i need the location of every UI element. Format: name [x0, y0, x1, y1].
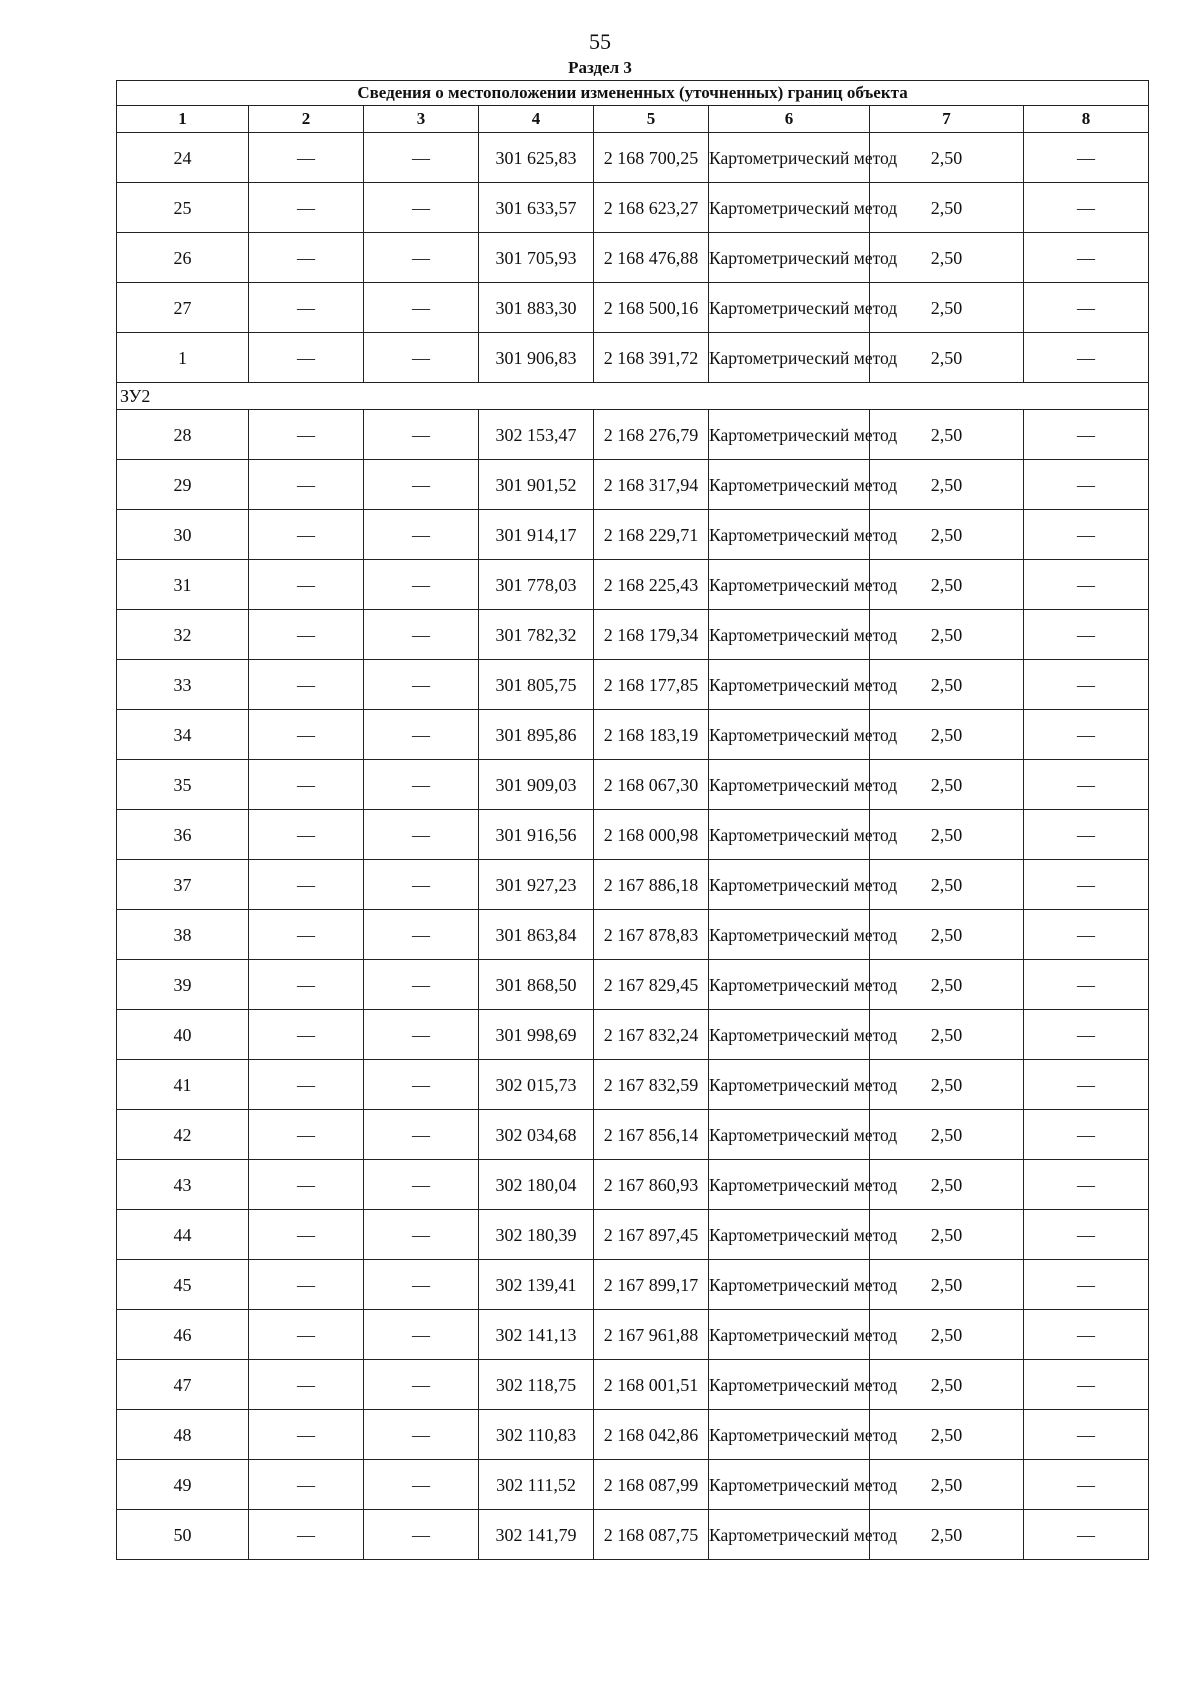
- accuracy-value: 2,50: [870, 460, 1024, 510]
- cell-col8: —: [1024, 560, 1149, 610]
- column-number-6: 6: [709, 106, 870, 133]
- cell-col8: —: [1024, 810, 1149, 860]
- cell-col3: —: [364, 1360, 479, 1410]
- cell-col3: —: [364, 910, 479, 960]
- determination-method: Картометрический метод: [709, 560, 870, 610]
- section-title: Раздел 3: [568, 58, 632, 77]
- point-number: 40: [117, 1010, 249, 1060]
- cell-col8: —: [1024, 510, 1149, 560]
- table-row: [117, 460, 1149, 510]
- accuracy-value: 2,50: [870, 1360, 1024, 1410]
- coordinate-x: 301 782,32: [479, 610, 594, 660]
- coordinate-x: 302 139,41: [479, 1260, 594, 1310]
- page-number: 55: [589, 29, 611, 54]
- coordinate-y: 2 168 391,72: [594, 333, 709, 383]
- cell-col2: —: [249, 1110, 364, 1160]
- coordinate-x: 302 015,73: [479, 1060, 594, 1110]
- coordinate-y: 2 167 961,88: [594, 1310, 709, 1360]
- coordinate-x: 301 883,30: [479, 283, 594, 333]
- coordinate-x: 302 110,83: [479, 1410, 594, 1460]
- point-number: 39: [117, 960, 249, 1010]
- coordinate-x: 301 633,57: [479, 183, 594, 233]
- cell-col2: —: [249, 1060, 364, 1110]
- accuracy-value: 2,50: [870, 610, 1024, 660]
- point-number: 44: [117, 1210, 249, 1260]
- cell-col8: —: [1024, 710, 1149, 760]
- point-number: 31: [117, 560, 249, 610]
- table-row: [117, 133, 1149, 183]
- point-number: 27: [117, 283, 249, 333]
- cell-col3: —: [364, 610, 479, 660]
- point-number: 47: [117, 1360, 249, 1410]
- cell-col2: —: [249, 1360, 364, 1410]
- determination-method: Картометрический метод: [709, 1360, 870, 1410]
- point-number: 25: [117, 183, 249, 233]
- coordinate-y: 2 168 500,16: [594, 283, 709, 333]
- column-number-row: [117, 106, 1149, 133]
- determination-method: Картометрический метод: [709, 1010, 870, 1060]
- table-caption: Сведения о местоположении измененных (уточненных) границ объекта: [117, 81, 1149, 106]
- table-row: [117, 1160, 1149, 1210]
- column-number-7: 7: [870, 106, 1024, 133]
- cell-col2: —: [249, 333, 364, 383]
- coordinate-y: 2 167 832,59: [594, 1060, 709, 1110]
- coordinate-x: 302 111,52: [479, 1460, 594, 1510]
- coordinate-x: 301 927,23: [479, 860, 594, 910]
- coordinate-y: 2 168 700,25: [594, 133, 709, 183]
- determination-method: Картометрический метод: [709, 660, 870, 710]
- point-number: 30: [117, 510, 249, 560]
- table-row: [117, 860, 1149, 910]
- cell-col8: —: [1024, 1460, 1149, 1510]
- boundary-coordinates-table: [116, 80, 1149, 1560]
- cell-col2: —: [249, 660, 364, 710]
- coordinate-x: 301 868,50: [479, 960, 594, 1010]
- coordinate-y: 2 168 623,27: [594, 183, 709, 233]
- point-number: 43: [117, 1160, 249, 1210]
- determination-method: Картометрический метод: [709, 1310, 870, 1360]
- coordinate-y: 2 167 897,45: [594, 1210, 709, 1260]
- point-number: 37: [117, 860, 249, 910]
- cell-col8: —: [1024, 133, 1149, 183]
- coordinate-y: 2 167 860,93: [594, 1160, 709, 1210]
- coordinate-y: 2 168 317,94: [594, 460, 709, 510]
- cell-col8: —: [1024, 410, 1149, 460]
- determination-method: Картометрический метод: [709, 910, 870, 960]
- accuracy-value: 2,50: [870, 1110, 1024, 1160]
- cell-col2: —: [249, 460, 364, 510]
- coordinate-x: 302 034,68: [479, 1110, 594, 1160]
- determination-method: Картометрический метод: [709, 510, 870, 560]
- cell-col3: —: [364, 1260, 479, 1310]
- coordinate-y: 2 167 886,18: [594, 860, 709, 910]
- table-row: [117, 1310, 1149, 1360]
- cell-col3: —: [364, 1510, 479, 1560]
- accuracy-value: 2,50: [870, 1210, 1024, 1260]
- accuracy-value: 2,50: [870, 133, 1024, 183]
- cell-col2: —: [249, 1010, 364, 1060]
- determination-method: Картометрический метод: [709, 710, 870, 760]
- coordinate-y: 2 168 276,79: [594, 410, 709, 460]
- cell-col3: —: [364, 510, 479, 560]
- coordinate-y: 2 168 000,98: [594, 810, 709, 860]
- point-number: 32: [117, 610, 249, 660]
- table-body: [117, 133, 1149, 1560]
- cell-col2: —: [249, 560, 364, 610]
- cell-col3: —: [364, 1310, 479, 1360]
- point-number: 46: [117, 1310, 249, 1360]
- cell-col2: —: [249, 510, 364, 560]
- determination-method: Картометрический метод: [709, 333, 870, 383]
- determination-method: Картометрический метод: [709, 1210, 870, 1260]
- table-row: [117, 1110, 1149, 1160]
- accuracy-value: 2,50: [870, 1160, 1024, 1210]
- determination-method: Картометрический метод: [709, 1160, 870, 1210]
- coordinate-x: 302 180,39: [479, 1210, 594, 1260]
- coordinate-x: 302 118,75: [479, 1360, 594, 1410]
- cell-col8: —: [1024, 1010, 1149, 1060]
- determination-method: Картометрический метод: [709, 410, 870, 460]
- coordinate-y: 2 167 829,45: [594, 960, 709, 1010]
- cell-col2: —: [249, 1310, 364, 1360]
- cell-col2: —: [249, 1260, 364, 1310]
- coordinate-y: 2 168 229,71: [594, 510, 709, 560]
- cell-col2: —: [249, 760, 364, 810]
- table-row: [117, 560, 1149, 610]
- cell-col2: —: [249, 410, 364, 460]
- point-number: 24: [117, 133, 249, 183]
- determination-method: Картометрический метод: [709, 810, 870, 860]
- coordinate-y: 2 167 832,24: [594, 1010, 709, 1060]
- table-row: [117, 283, 1149, 333]
- accuracy-value: 2,50: [870, 510, 1024, 560]
- point-number: 26: [117, 233, 249, 283]
- column-number-1: 1: [117, 106, 249, 133]
- coordinate-y: 2 167 856,14: [594, 1110, 709, 1160]
- point-number: 50: [117, 1510, 249, 1560]
- column-number-3: 3: [364, 106, 479, 133]
- coordinate-y: 2 168 001,51: [594, 1360, 709, 1410]
- cell-col2: —: [249, 1410, 364, 1460]
- group-label: ЗУ2: [117, 383, 1149, 410]
- cell-col3: —: [364, 183, 479, 233]
- coordinate-y: 2 168 179,34: [594, 610, 709, 660]
- accuracy-value: 2,50: [870, 1410, 1024, 1460]
- accuracy-value: 2,50: [870, 283, 1024, 333]
- accuracy-value: 2,50: [870, 1510, 1024, 1560]
- cell-col8: —: [1024, 233, 1149, 283]
- accuracy-value: 2,50: [870, 410, 1024, 460]
- determination-method: Картометрический метод: [709, 183, 870, 233]
- cell-col3: —: [364, 283, 479, 333]
- cell-col8: —: [1024, 1110, 1149, 1160]
- accuracy-value: 2,50: [870, 1260, 1024, 1310]
- cell-col3: —: [364, 333, 479, 383]
- table-row: [117, 233, 1149, 283]
- point-number: 49: [117, 1460, 249, 1510]
- coordinate-x: 301 909,03: [479, 760, 594, 810]
- accuracy-value: 2,50: [870, 960, 1024, 1010]
- cell-col2: —: [249, 1510, 364, 1560]
- determination-method: Картометрический метод: [709, 860, 870, 910]
- cell-col8: —: [1024, 1210, 1149, 1260]
- table-row: [117, 1360, 1149, 1410]
- accuracy-value: 2,50: [870, 1060, 1024, 1110]
- determination-method: Картометрический метод: [709, 960, 870, 1010]
- cell-col3: —: [364, 860, 479, 910]
- cell-col3: —: [364, 960, 479, 1010]
- determination-method: Картометрический метод: [709, 1260, 870, 1310]
- cell-col8: —: [1024, 1360, 1149, 1410]
- coordinate-y: 2 168 087,99: [594, 1460, 709, 1510]
- cell-col8: —: [1024, 660, 1149, 710]
- accuracy-value: 2,50: [870, 333, 1024, 383]
- coordinate-x: 301 916,56: [479, 810, 594, 860]
- determination-method: Картометрический метод: [709, 233, 870, 283]
- cell-col8: —: [1024, 283, 1149, 333]
- point-number: 38: [117, 910, 249, 960]
- accuracy-value: 2,50: [870, 910, 1024, 960]
- coordinate-x: 301 705,93: [479, 233, 594, 283]
- cell-col3: —: [364, 233, 479, 283]
- cell-col3: —: [364, 660, 479, 710]
- coordinate-y: 2 168 225,43: [594, 560, 709, 610]
- table-row: [117, 710, 1149, 760]
- coordinate-y: 2 168 183,19: [594, 710, 709, 760]
- cell-col8: —: [1024, 1510, 1149, 1560]
- coordinate-y: 2 168 177,85: [594, 660, 709, 710]
- cell-col8: —: [1024, 860, 1149, 910]
- determination-method: Картометрический метод: [709, 1510, 870, 1560]
- coordinate-y: 2 167 899,17: [594, 1260, 709, 1310]
- point-number: 35: [117, 760, 249, 810]
- column-number-8: 8: [1024, 106, 1149, 133]
- coordinate-x: 301 863,84: [479, 910, 594, 960]
- table-row: [117, 1510, 1149, 1560]
- cell-col3: —: [364, 460, 479, 510]
- determination-method: Картометрический метод: [709, 460, 870, 510]
- determination-method: Картометрический метод: [709, 1460, 870, 1510]
- coordinate-y: 2 168 042,86: [594, 1410, 709, 1460]
- coordinate-x: 301 914,17: [479, 510, 594, 560]
- coordinate-y: 2 168 476,88: [594, 233, 709, 283]
- table-row: [117, 760, 1149, 810]
- cell-col8: —: [1024, 610, 1149, 660]
- cell-col3: —: [364, 1110, 479, 1160]
- table-row: [117, 960, 1149, 1010]
- accuracy-value: 2,50: [870, 1310, 1024, 1360]
- coordinate-x: 301 625,83: [479, 133, 594, 183]
- coordinate-y: 2 168 067,30: [594, 760, 709, 810]
- accuracy-value: 2,50: [870, 1460, 1024, 1510]
- table-caption-row: [117, 81, 1149, 106]
- accuracy-value: 2,50: [870, 1010, 1024, 1060]
- table-row: [117, 183, 1149, 233]
- cell-col3: —: [364, 1210, 479, 1260]
- table-row: [117, 1460, 1149, 1510]
- cell-col8: —: [1024, 1260, 1149, 1310]
- point-number: 45: [117, 1260, 249, 1310]
- table-row: [117, 610, 1149, 660]
- cell-col3: —: [364, 760, 479, 810]
- cell-col2: —: [249, 233, 364, 283]
- cell-col8: —: [1024, 1060, 1149, 1110]
- cell-col2: —: [249, 183, 364, 233]
- cell-col2: —: [249, 810, 364, 860]
- table-row: [117, 1410, 1149, 1460]
- table-row: [117, 1060, 1149, 1110]
- cell-col8: —: [1024, 910, 1149, 960]
- point-number: 34: [117, 710, 249, 760]
- accuracy-value: 2,50: [870, 810, 1024, 860]
- cell-col2: —: [249, 910, 364, 960]
- cell-col3: —: [364, 810, 479, 860]
- point-number: 33: [117, 660, 249, 710]
- accuracy-value: 2,50: [870, 560, 1024, 610]
- cell-col8: —: [1024, 1310, 1149, 1360]
- cell-col2: —: [249, 710, 364, 760]
- point-number: 41: [117, 1060, 249, 1110]
- coordinate-x: 302 180,04: [479, 1160, 594, 1210]
- coordinate-x: 301 778,03: [479, 560, 594, 610]
- cell-col3: —: [364, 133, 479, 183]
- table-row: [117, 910, 1149, 960]
- cell-col3: —: [364, 710, 479, 760]
- cell-col2: —: [249, 1210, 364, 1260]
- table-row: [117, 410, 1149, 460]
- point-number: 42: [117, 1110, 249, 1160]
- coordinate-x: 301 901,52: [479, 460, 594, 510]
- cell-col2: —: [249, 860, 364, 910]
- group-row: [117, 383, 1149, 410]
- cell-col8: —: [1024, 1160, 1149, 1210]
- determination-method: Картометрический метод: [709, 610, 870, 660]
- cell-col3: —: [364, 1060, 479, 1110]
- accuracy-value: 2,50: [870, 860, 1024, 910]
- point-number: 1: [117, 333, 249, 383]
- cell-col8: —: [1024, 333, 1149, 383]
- accuracy-value: 2,50: [870, 183, 1024, 233]
- coordinate-x: 302 141,79: [479, 1510, 594, 1560]
- coordinate-x: 302 153,47: [479, 410, 594, 460]
- cell-col3: —: [364, 1010, 479, 1060]
- cell-col8: —: [1024, 960, 1149, 1010]
- cell-col2: —: [249, 1460, 364, 1510]
- table-row: [117, 333, 1149, 383]
- determination-method: Картометрический метод: [709, 760, 870, 810]
- point-number: 48: [117, 1410, 249, 1460]
- coordinate-y: 2 167 878,83: [594, 910, 709, 960]
- accuracy-value: 2,50: [870, 233, 1024, 283]
- table-row: [117, 1010, 1149, 1060]
- cell-col2: —: [249, 283, 364, 333]
- cell-col3: —: [364, 1160, 479, 1210]
- cell-col2: —: [249, 133, 364, 183]
- table-row: [117, 660, 1149, 710]
- accuracy-value: 2,50: [870, 660, 1024, 710]
- determination-method: Картометрический метод: [709, 1410, 870, 1460]
- determination-method: Картометрический метод: [709, 1060, 870, 1110]
- determination-method: Картометрический метод: [709, 133, 870, 183]
- table-row: [117, 1210, 1149, 1260]
- coordinate-x: 302 141,13: [479, 1310, 594, 1360]
- cell-col8: —: [1024, 183, 1149, 233]
- point-number: 28: [117, 410, 249, 460]
- cell-col8: —: [1024, 1410, 1149, 1460]
- coordinate-x: 301 805,75: [479, 660, 594, 710]
- determination-method: Картометрический метод: [709, 283, 870, 333]
- cell-col3: —: [364, 1460, 479, 1510]
- table-row: [117, 510, 1149, 560]
- cell-col2: —: [249, 960, 364, 1010]
- accuracy-value: 2,50: [870, 760, 1024, 810]
- table-row: [117, 810, 1149, 860]
- cell-col8: —: [1024, 760, 1149, 810]
- coordinate-x: 301 998,69: [479, 1010, 594, 1060]
- cell-col2: —: [249, 610, 364, 660]
- column-number-4: 4: [479, 106, 594, 133]
- cell-col2: —: [249, 1160, 364, 1210]
- cell-col3: —: [364, 1410, 479, 1460]
- coordinate-x: 301 895,86: [479, 710, 594, 760]
- coordinate-y: 2 168 087,75: [594, 1510, 709, 1560]
- coordinate-x: 301 906,83: [479, 333, 594, 383]
- point-number: 29: [117, 460, 249, 510]
- table-row: [117, 1260, 1149, 1310]
- cell-col8: —: [1024, 460, 1149, 510]
- column-number-5: 5: [594, 106, 709, 133]
- column-number-2: 2: [249, 106, 364, 133]
- determination-method: Картометрический метод: [709, 1110, 870, 1160]
- cell-col3: —: [364, 560, 479, 610]
- cell-col3: —: [364, 410, 479, 460]
- accuracy-value: 2,50: [870, 710, 1024, 760]
- point-number: 36: [117, 810, 249, 860]
